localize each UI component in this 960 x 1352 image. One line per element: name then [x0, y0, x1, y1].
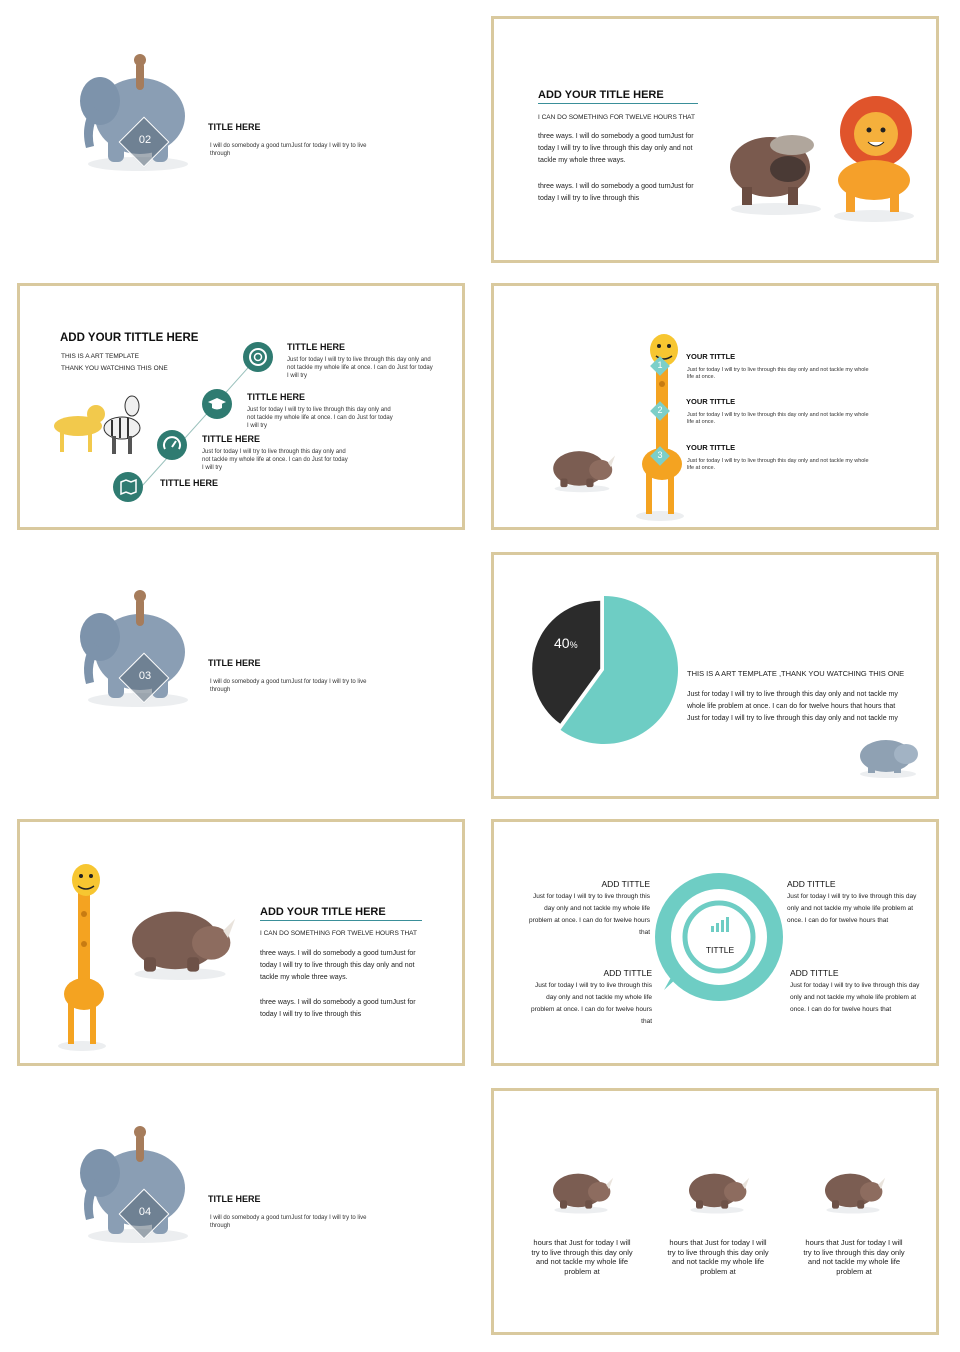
hippo-illustration: [856, 730, 918, 778]
badge-number: 02: [138, 134, 152, 146]
item-title: TITTLE HERE: [247, 392, 305, 402]
rhino-illustration: [120, 892, 240, 984]
graduation-cap-icon: [202, 389, 232, 419]
item-title: TITTLE HERE: [287, 342, 345, 352]
item-title: ADD TITTLE: [601, 879, 650, 889]
rhino-illustration: [546, 1153, 616, 1225]
slide-subtitle: I CAN DO SOMETHING FOR TWELVE HOURS THAT: [538, 114, 695, 121]
item-text: Just for today I will try to live through this day only and not tackle my whole life at once.: [687, 367, 869, 380]
caption: hours that Just for today I will try to live through this day only and not tackle my whole life problem at: [803, 1238, 905, 1276]
pie-value-label: [554, 635, 578, 651]
item-title: ADD TITTLE: [787, 879, 836, 889]
slide-paragraph-2: three ways. I will do somebody a good turnJust for today I will try to live through this: [538, 183, 694, 202]
item-title: ADD TITTLE: [603, 968, 652, 978]
slide-text: Just for today I will try to live through this day only and not tackle my whole life problem at once. I can do for twelve hours that hours that Just for today I will try to live through this day only and not tackle my: [687, 691, 898, 722]
rhino-illustration: [818, 1153, 888, 1225]
badge-number: 03: [138, 670, 152, 682]
item-text: Just for today I will try to live through this day only and not tackle my whole life at once.: [687, 458, 869, 471]
pie-value-number: 40: [554, 635, 570, 651]
circle-diagram: [654, 872, 784, 1002]
item-title: YOUR TITTLE: [686, 397, 736, 406]
slide-text: I will do somebody a good turnJust for today I will try to live through: [210, 1215, 367, 1229]
lifebuoy-icon: [243, 342, 273, 372]
slide-subtitle: I CAN DO SOMETHING FOR TWELVE HOURS THAT: [260, 930, 417, 937]
item-text: Just for today I will try to live through this day only and not tackle my whole life at once.: [687, 412, 869, 425]
slide-title: ADD YOUR TITTLE HERE: [60, 332, 199, 344]
badge-number: 04: [138, 1206, 152, 1218]
caption: hours that Just for today I will try to live through this day only and not tackle my whole life problem at: [667, 1238, 769, 1276]
slide-5[interactable]: [18, 552, 466, 799]
slide-7[interactable]: [17, 819, 465, 1066]
slide-8[interactable]: [491, 819, 939, 1066]
slide-6[interactable]: [491, 552, 939, 799]
slide-2[interactable]: [491, 16, 939, 263]
slide-3[interactable]: [17, 283, 465, 530]
item-title: YOUR TITTLE: [686, 443, 736, 452]
diagram-center-label: TITTLE: [705, 945, 735, 955]
item-text: Just for today I will try to live through this day only and not tackle my whole life at once. I can do Just for today I will try: [202, 449, 348, 471]
slide-title: THIS IS A ART TEMPLATE ,THANK YOU WATCHING THIS ONE: [687, 669, 905, 678]
slide-title: TITLE HERE: [208, 122, 261, 132]
slide-text: I will do somebody a good turnJust for today I will try to live through: [210, 679, 367, 693]
bar-chart-icon: [710, 916, 730, 932]
slide-subtitle-2: THANK YOU WATCHING THIS ONE: [61, 365, 168, 372]
slide-9[interactable]: [18, 1088, 466, 1335]
item-text: Just for today I will try to live through this day only and not tackle my whole life problem at once. I can do for twelve hours that: [787, 893, 917, 924]
map-icon: [113, 472, 143, 502]
item-text: Just for today I will try to live through this day only and not tackle my whole life problem at once. I can do for twelve hours that: [530, 982, 652, 1025]
giraffe-illustration: [48, 854, 118, 1054]
slide-10[interactable]: [491, 1088, 939, 1335]
item-title: TITTLE HERE: [160, 478, 218, 488]
item-text: Just for today I will try to live through this day only and not tackle my whole life at once. I can do Just for today I will try: [247, 407, 393, 429]
slide-subtitle-1: THIS IS A ART TEMPLATE: [61, 353, 139, 360]
slide-text: I will do somebody a good turnJust for today I will try to live through: [210, 143, 367, 157]
buffalo-illustration: [726, 109, 836, 219]
item-number: 2: [657, 405, 663, 415]
slide-1[interactable]: [18, 16, 466, 263]
pie-chart: [522, 593, 702, 753]
item-title: ADD TITTLE: [790, 968, 839, 978]
pie-value-unit: %: [569, 640, 578, 650]
item-number: 3: [657, 450, 663, 460]
item-title: TITTLE HERE: [202, 434, 260, 444]
item-number: 1: [657, 360, 663, 370]
slide-title: TITLE HERE: [208, 1194, 261, 1204]
item-title: YOUR TITTLE: [686, 352, 736, 361]
rhino-illustration: [546, 431, 618, 503]
slide-paragraph-1: three ways. I will do somebody a good turnJust for today I will try to live through this day only and not tackle my whole three ways.: [260, 950, 416, 981]
item-text: Just for today I will try to live through this day only and not tackle my whole life problem at once. I can do for twelve hours that: [790, 982, 920, 1013]
slide-title: ADD YOUR TITLE HERE: [260, 906, 422, 921]
rhino-illustration: [682, 1153, 752, 1225]
slide-title: TITLE HERE: [208, 658, 261, 668]
item-text: Just for today I will try to live through this day only and not tackle my whole life problem at once. I can do for twelve hours that: [528, 893, 650, 936]
item-text: Just for today I will try to live through this day only and not tackle my whole life at once. I can do Just for today I will try: [287, 357, 433, 379]
slide-title: ADD YOUR TITLE HERE: [538, 89, 698, 104]
slide-paragraph-1: three ways. I will do somebody a good turnJust for today I will try to live through this day only and not tackle my whole three ways.: [538, 133, 694, 164]
slide-4[interactable]: [491, 283, 939, 530]
lion-illustration: [824, 94, 924, 224]
caption: hours that Just for today I will try to live through this day only and not tackle my whole life problem at: [531, 1238, 633, 1276]
slide-paragraph-2: three ways. I will do somebody a good turnJust for today I will try to live through this: [260, 999, 416, 1018]
gauge-icon: [157, 430, 187, 460]
